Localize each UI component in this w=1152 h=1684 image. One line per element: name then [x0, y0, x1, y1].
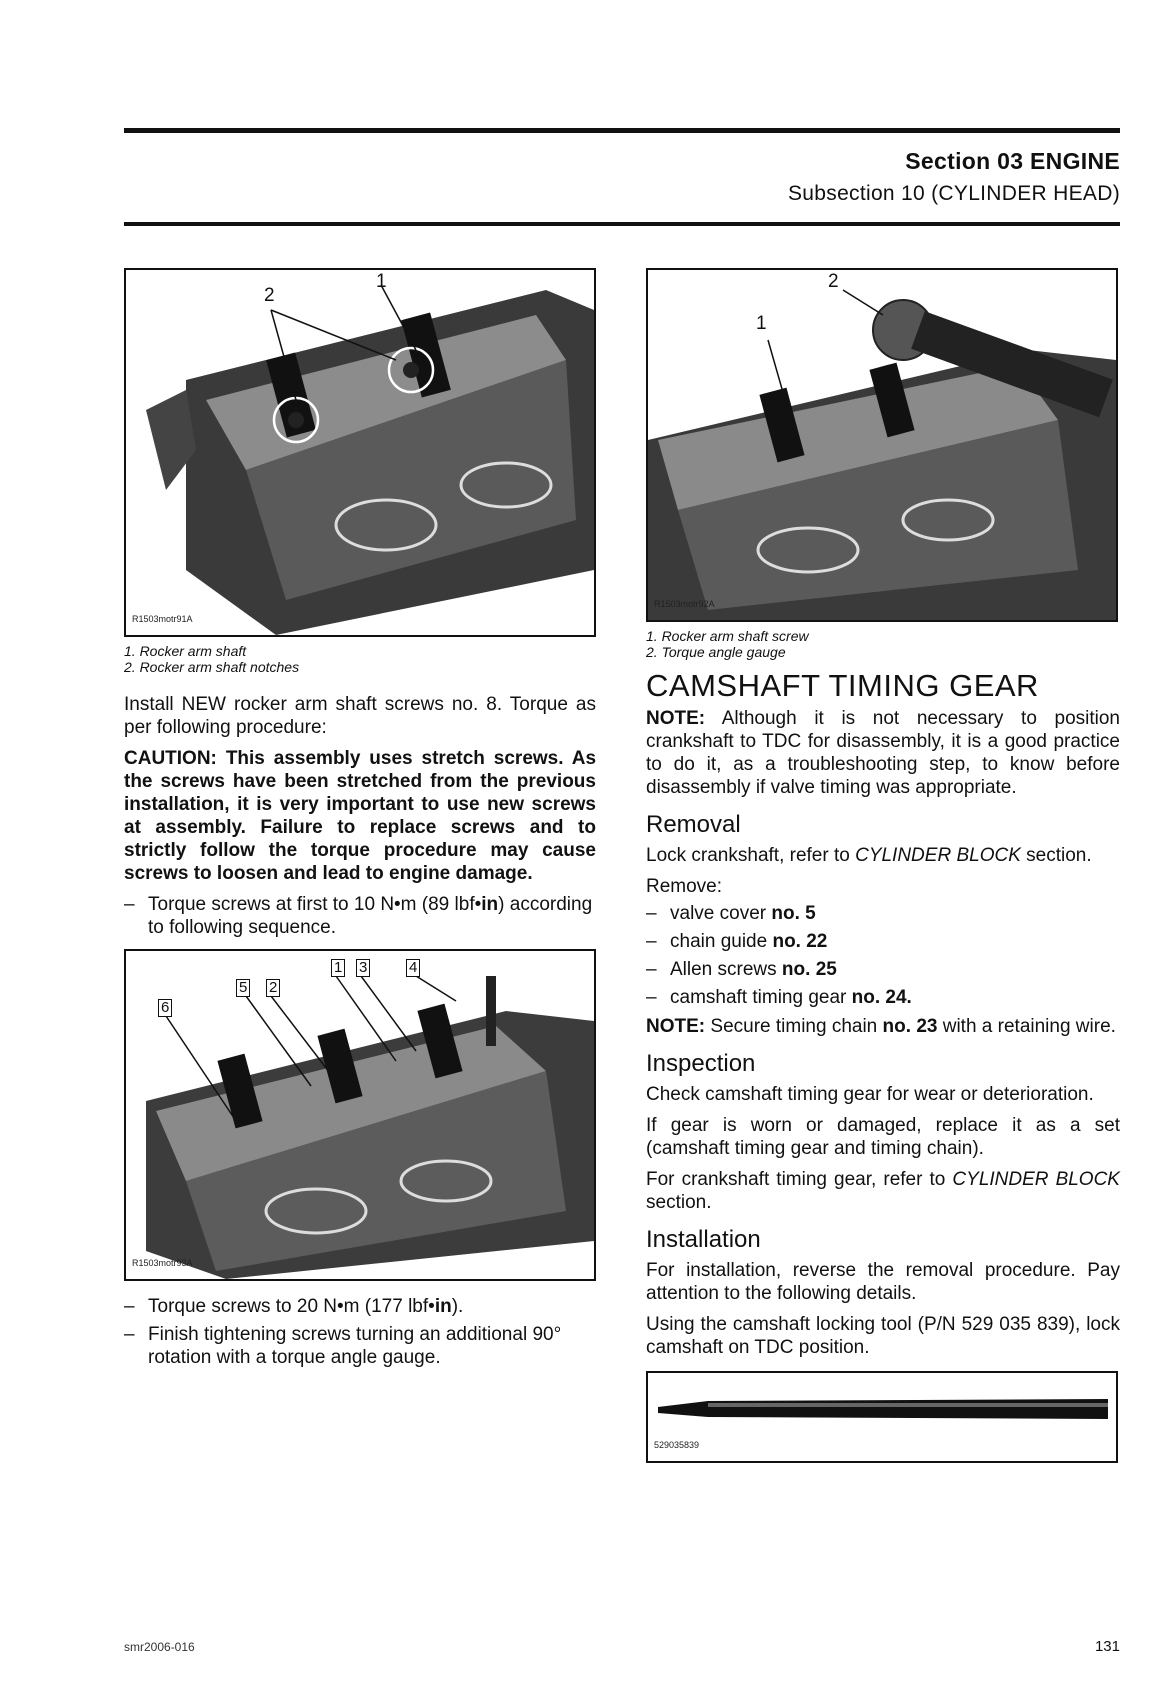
figure-code: R1503motr92A [654, 599, 715, 609]
sequence-number-3: 3 [356, 959, 370, 977]
inspection-paragraph: Check camshaft timing gear for wear or deterioration. [646, 1084, 1094, 1105]
section-title: Section 03 ENGINE [905, 148, 1120, 174]
lock-crankshaft-paragraph [646, 844, 1120, 867]
inspection-paragraph [646, 1168, 1120, 1214]
page-number: 131 [1094, 1638, 1120, 1655]
caution-label: CAUTION: [124, 748, 217, 769]
note-label: NOTE: [646, 1016, 706, 1037]
text: Lock crankshaft, refer to [646, 845, 856, 866]
install-paragraph: Install NEW rocker arm shaft screws no. 8. Torque as per following procedure: [124, 694, 596, 738]
inspection-paragraph: If gear is worn or damaged, replace it as a set (camshaft timing gear and timing chain). [646, 1115, 1120, 1159]
left-column [124, 268, 596, 1375]
figure-code: 529035839 [654, 1440, 700, 1450]
section-reference: CYLINDER BLOCK [855, 845, 1021, 866]
step-text: Torque screws at first to 10 N•m (89 lbf• [148, 894, 482, 915]
torque-step-list [124, 893, 596, 939]
section-reference: CYLINDER BLOCK [952, 1169, 1120, 1190]
engine-photo-2 [648, 270, 1116, 620]
remove-label: Remove: [646, 876, 723, 897]
figure-caption [646, 628, 1120, 660]
step-text-end: ). [451, 1296, 464, 1317]
right-column [646, 268, 1120, 1463]
step-unit: in [434, 1296, 452, 1317]
item-text: Allen screws [670, 959, 782, 980]
caption-item: 1. Rocker arm shaft screw [646, 628, 809, 644]
list-item [646, 958, 1120, 981]
list-item [646, 930, 1120, 953]
text: section. [1020, 845, 1092, 866]
torque-step-list-2 [124, 1295, 596, 1369]
list-item [124, 1295, 596, 1318]
callout-2: 2 [828, 271, 839, 292]
note-label: NOTE: [646, 708, 706, 729]
sequence-number-4: 4 [406, 959, 420, 977]
note-paragraph-2 [646, 1015, 1120, 1038]
caption-item: 2. Torque angle gauge [646, 644, 786, 660]
step-text: Torque screws to 20 N•m (177 lbf• [148, 1296, 435, 1317]
item-text: camshaft timing gear [670, 987, 852, 1008]
figure-rocker-arm-shaft [124, 268, 596, 637]
remove-list [646, 902, 1120, 1009]
item-number: no. 23 [882, 1016, 938, 1037]
item-number: no. 24. [851, 987, 912, 1008]
figure-torque-sequence [124, 949, 596, 1281]
item-number: no. 25 [781, 959, 837, 980]
item-text: valve cover [670, 903, 772, 924]
sequence-number-5: 5 [236, 979, 250, 997]
note-text: Although it is not necessary to position crankshaft to TDC for disassembly, it is a good practice to do it, as a troubleshooting step, to know before disassembly if valve timing was appropriate. [646, 708, 1120, 798]
sequence-number-1: 1 [331, 959, 345, 977]
engine-photo-1 [126, 270, 594, 635]
item-number: no. 5 [771, 903, 816, 924]
header-bottom-rule [124, 222, 1120, 226]
installation-paragraph: For installation, reverse the removal procedure. Pay attention to the following details. [646, 1260, 1120, 1304]
installation-paragraph: Using the camshaft locking tool (P/N 529 035 839), lock camshaft on TDC position. [646, 1314, 1120, 1358]
caution-text: This assembly uses stretch screws. As the screws have been stretched from the previous installation, it is very important to use new screws at assembly. Failure to replace screws and to strictly follow the torque procedure may cause screws to loosen and lead to engine damage. [124, 748, 597, 884]
figure-caption [124, 643, 596, 675]
removal-heading: Removal [646, 811, 741, 838]
callout-1: 1 [756, 313, 767, 334]
list-item [646, 902, 1120, 925]
step-text-end: ) according to following sequence. [148, 894, 593, 938]
figure-camshaft-locking-tool [646, 1371, 1118, 1463]
camshaft-timing-gear-heading: CAMSHAFT TIMING GEAR [646, 668, 1039, 703]
caution-paragraph [124, 747, 596, 885]
figure-code: R1503motr91A [132, 614, 193, 624]
list-item [124, 893, 596, 939]
note-text: with a retaining wire. [937, 1016, 1116, 1037]
header-top-rule [124, 128, 1120, 133]
figure-torque-angle-gauge [646, 268, 1118, 622]
engine-photo-3 [126, 951, 594, 1279]
caption-item: 1. Rocker arm shaft [124, 643, 247, 659]
step-unit: in [481, 894, 499, 915]
inspection-heading: Inspection [646, 1050, 756, 1077]
callout-1: 1 [376, 271, 387, 292]
subsection-title: Subsection 10 (CYLINDER HEAD) [788, 182, 1120, 205]
note-paragraph [646, 707, 1120, 799]
figure-code: R1503motr93A [132, 1258, 193, 1268]
note-text: Secure timing chain [710, 1016, 883, 1037]
list-item [646, 986, 1120, 1009]
sequence-number-2: 2 [266, 979, 280, 997]
installation-heading: Installation [646, 1226, 761, 1253]
item-number: no. 22 [772, 931, 828, 952]
list-item: – Finish tightening screws turning an additional 90° rotation with a torque angle gauge. [124, 1323, 596, 1369]
locking-tool-photo [648, 1373, 1116, 1461]
text: section. [646, 1192, 712, 1213]
footer-document-code: smr2006-016 [124, 1640, 195, 1654]
item-text: chain guide [670, 931, 773, 952]
text: For crankshaft timing gear, refer to [646, 1169, 953, 1190]
caption-item: 2. Rocker arm shaft notches [124, 659, 300, 675]
sequence-number-6: 6 [158, 999, 172, 1017]
callout-2: 2 [264, 285, 275, 306]
